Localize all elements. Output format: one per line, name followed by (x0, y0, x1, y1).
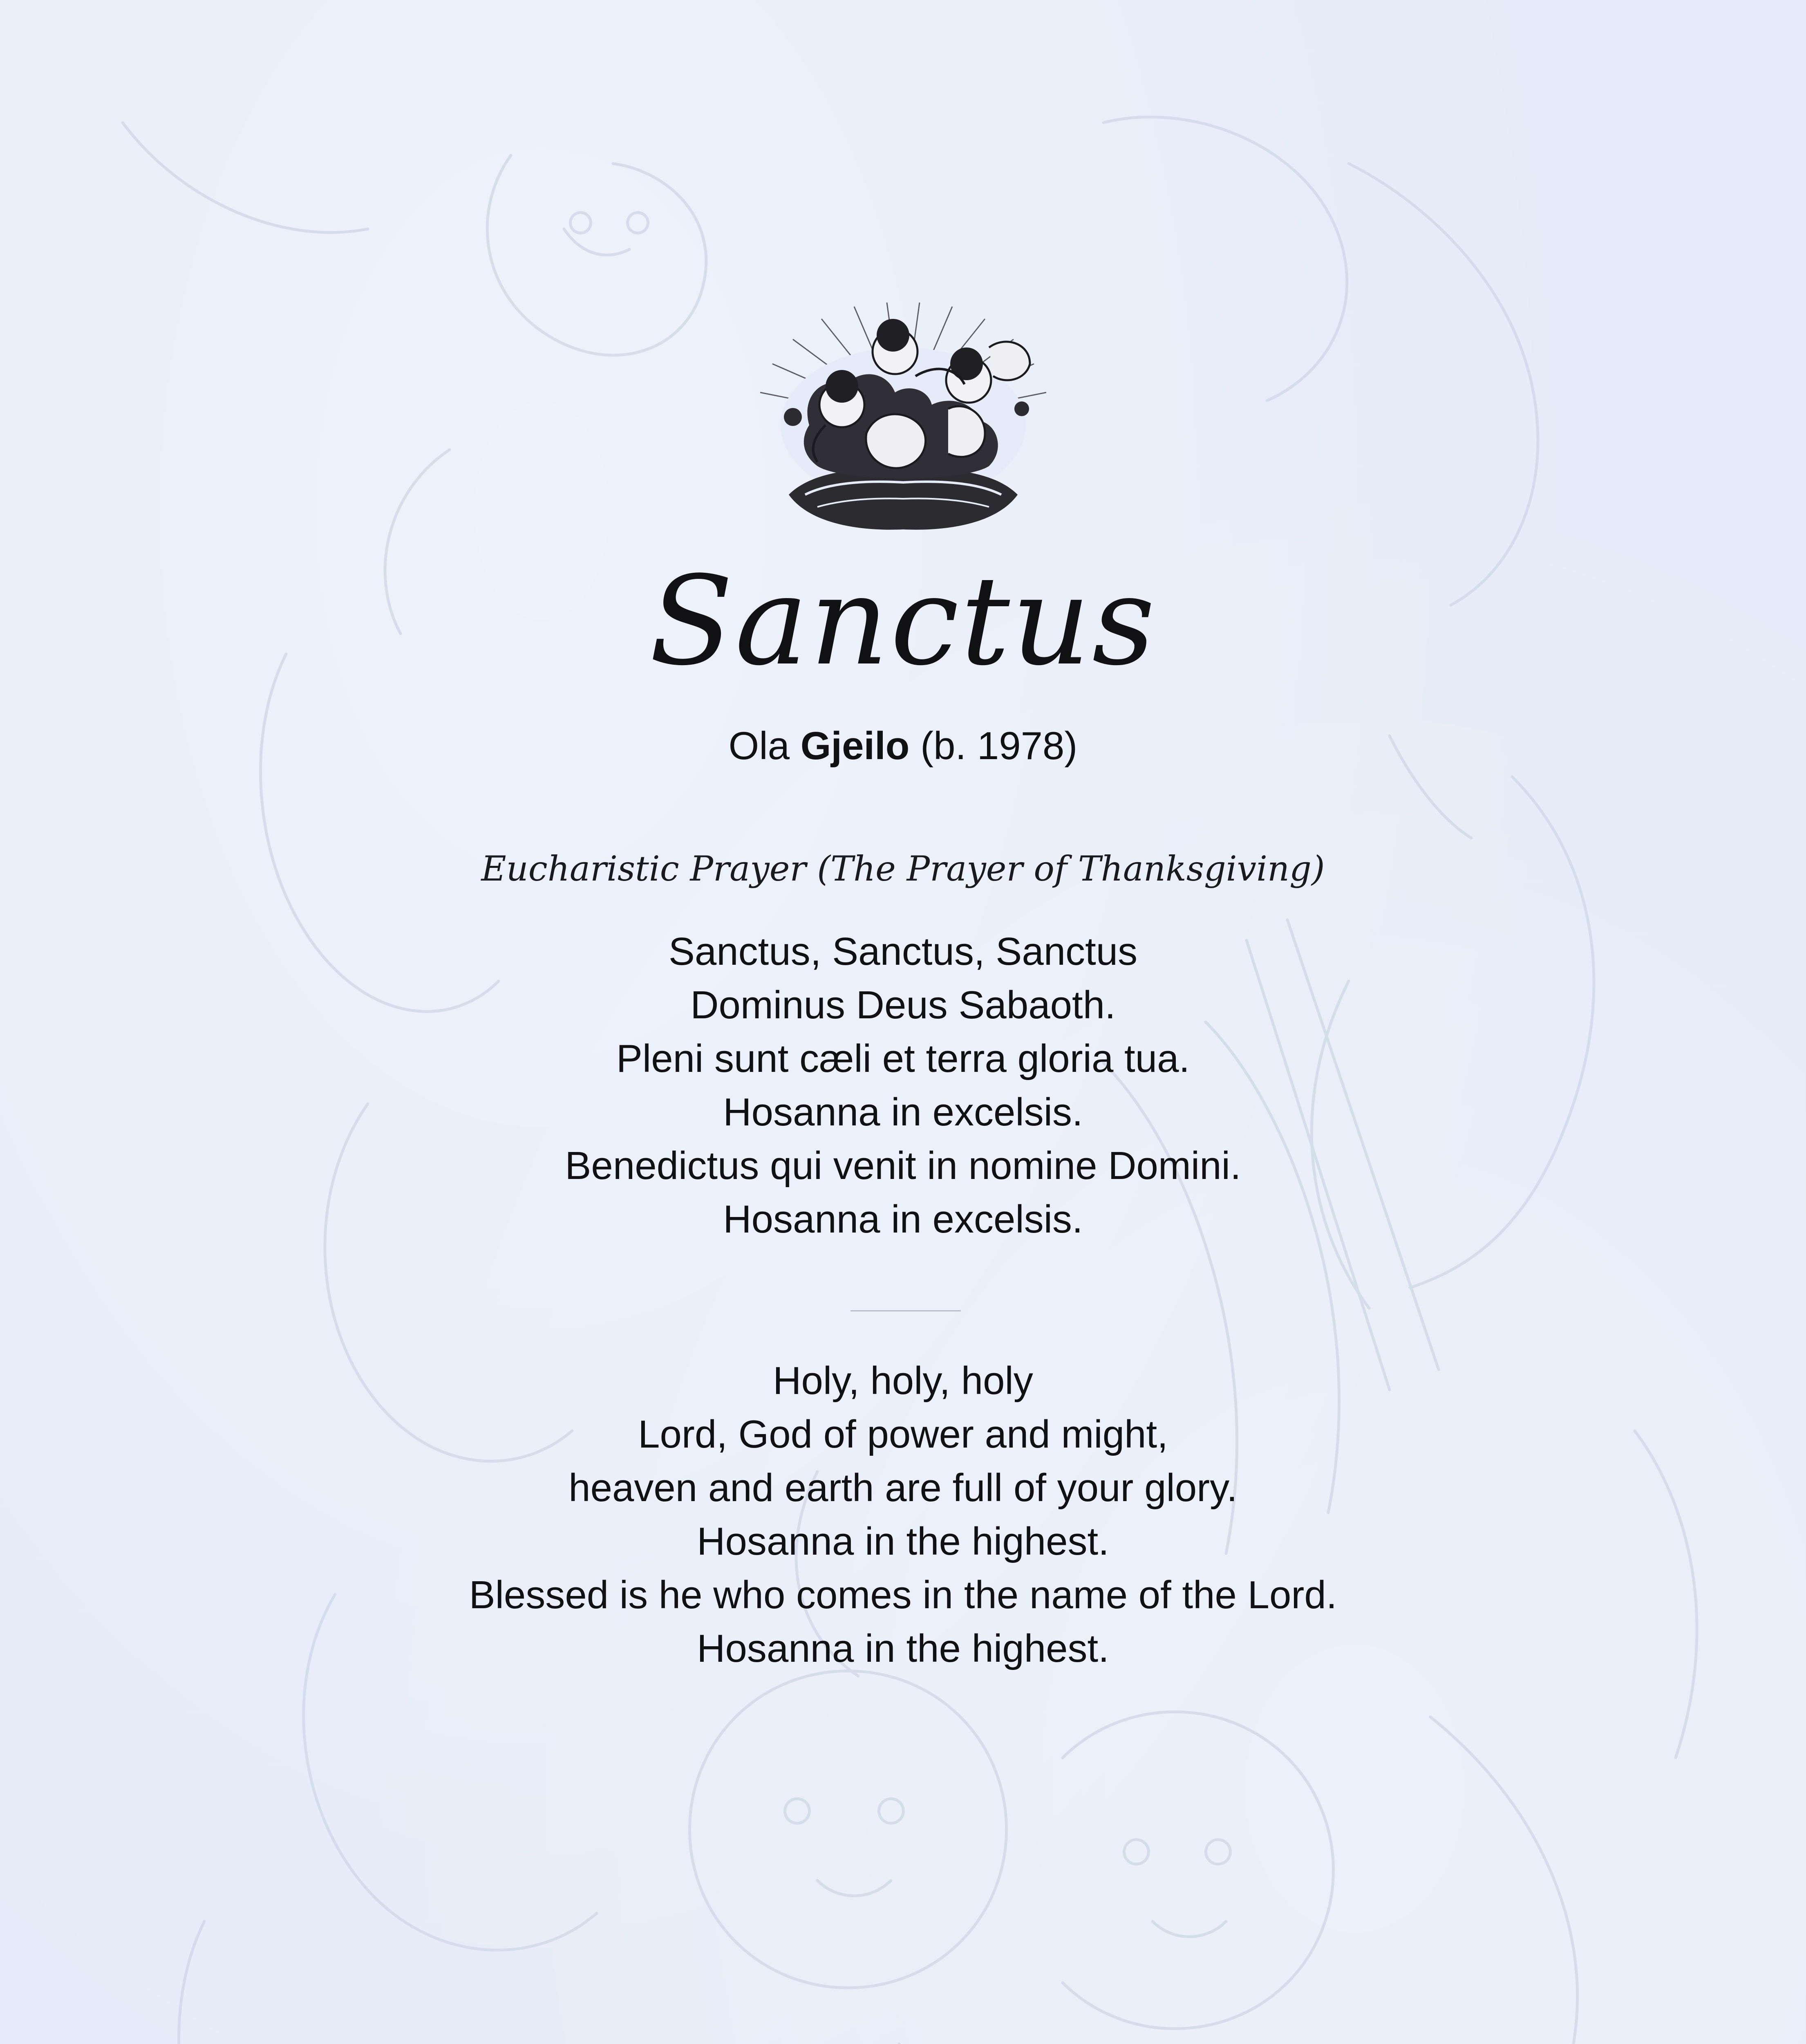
text-line: Pleni sunt cæli et terra gloria tua. (616, 1037, 1190, 1080)
composer-last-name: Gjeilo (800, 724, 910, 768)
text-line: Sanctus, Sanctus, Sanctus (668, 930, 1138, 973)
text-line: Hosanna in the highest. (697, 1520, 1109, 1563)
text-line: Benedictus qui venit in nomine Domini. (565, 1144, 1241, 1188)
text-line: Dominus Deus Sabaoth. (690, 983, 1116, 1027)
text-line: heaven and earth are full of your glory. (568, 1466, 1238, 1510)
text-line: Lord, God of power and might, (638, 1412, 1168, 1456)
text-line: Hosanna in the highest. (697, 1627, 1109, 1670)
latin-text-block (0, 925, 1806, 1246)
composer-dates: (b. 1978) (920, 724, 1078, 768)
english-text-block (0, 1354, 1806, 1675)
text-line: Hosanna in excelsis. (723, 1090, 1083, 1134)
composer-first-name: Ola (728, 724, 790, 768)
composer-credit (0, 719, 1806, 773)
section-divider (850, 1310, 961, 1311)
cherubs-engraving-icon (744, 303, 1063, 540)
text-line: Hosanna in excelsis. (723, 1197, 1083, 1241)
text-line: Blessed is he who comes in the name of the Lord. (469, 1573, 1337, 1617)
page-title: Sanctus (649, 550, 1157, 693)
section-subtitle: Eucharistic Prayer (The Prayer of Thanksgiving) (481, 849, 1325, 889)
text-line: Holy, holy, holy (773, 1359, 1033, 1403)
